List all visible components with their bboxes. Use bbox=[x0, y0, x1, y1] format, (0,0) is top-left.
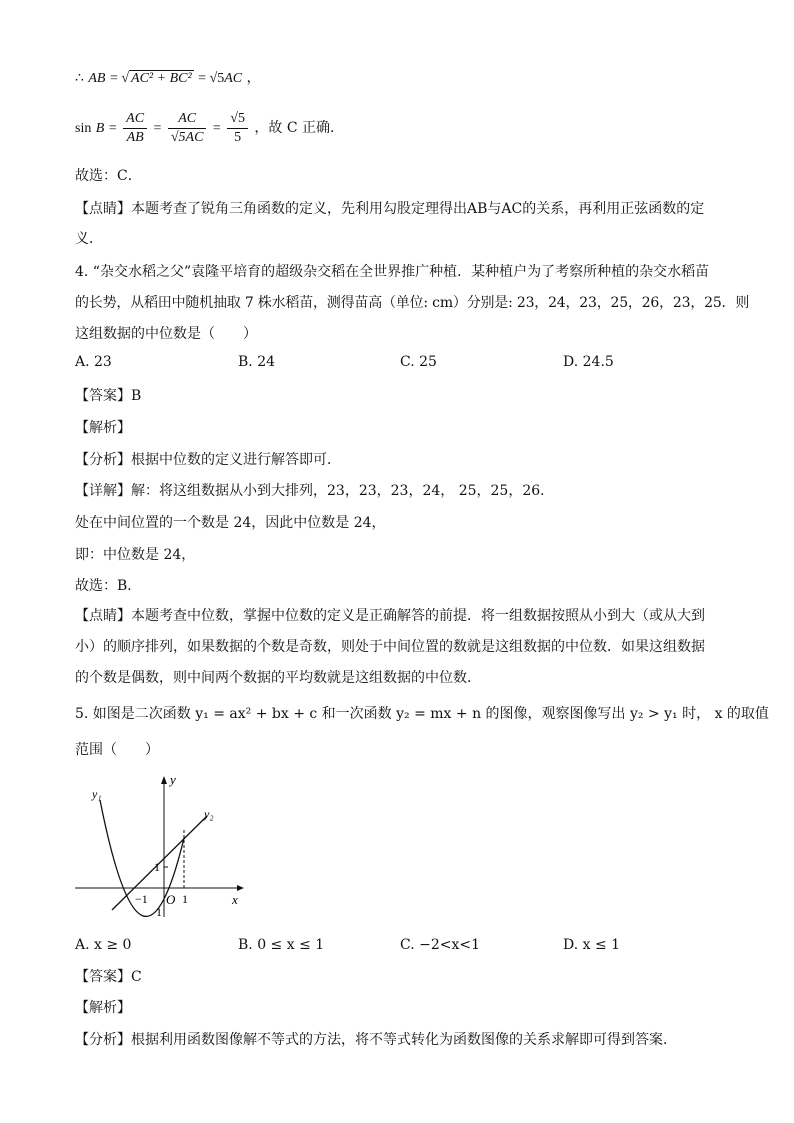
q4-detail-2: 即：中位数是 24， bbox=[75, 547, 196, 563]
q4-stem-2: 的长势，从稻田中随机抽取 7 株水稻苗，测得苗高（单位: cm）分别是: 23，24，23，25，26，23，25．则 bbox=[75, 295, 750, 311]
q4-option-b: B. 24 bbox=[238, 354, 276, 370]
q5-option-c: C. −2<x<1 bbox=[400, 937, 481, 953]
q4-detail-1: 处在中间位置的一个数是 24，因此中位数是 24， bbox=[75, 515, 386, 531]
denominator: AB bbox=[126, 129, 144, 145]
fraction-3 bbox=[227, 110, 248, 147]
angle-b: B bbox=[95, 121, 105, 136]
q4-detail-3: 故选：B． bbox=[75, 578, 142, 594]
numerator: √5 bbox=[227, 110, 248, 129]
q4-option-d: D. 24.5 bbox=[563, 354, 614, 370]
tick-label-1-x: 1 bbox=[182, 892, 188, 906]
tick-label-neg1-y: 1 bbox=[156, 905, 162, 919]
fraction-2 bbox=[168, 110, 207, 147]
equals-sign: = bbox=[153, 121, 162, 136]
q5-stem-1: 5. 如图是二次函数 y₁ = ax² + bx + c 和一次函数 y₂ = mx + n 的图像，观察图像写出 y₂ > y₁ 时， x 的取值 bbox=[75, 706, 769, 722]
origin-label: O bbox=[166, 892, 176, 907]
q5-option-b: B. 0 ≤ x ≤ 1 bbox=[238, 937, 325, 953]
q4-xiangjie: 【详解】解：将这组数据从小到大排列，23，23，23，24， 25，25，26． bbox=[75, 483, 555, 499]
dianjing-line-1: 【点睛】本题考查了锐角三角函数的定义，先利用勾股定理得出AB与AC的关系，再利用正弦函数的定 bbox=[75, 201, 705, 217]
denominator: √5AC bbox=[170, 129, 204, 145]
q5-jiexi: 【解析】 bbox=[75, 1000, 131, 1016]
equals-sign: = bbox=[109, 71, 122, 86]
formula-sinb bbox=[75, 108, 344, 149]
q4-dianjing-3: 的个数是偶数，则中间两个数据的平均数就是这组数据的中位数． bbox=[75, 670, 481, 686]
q4-dianjing-1: 【点睛】本题考查中位数，掌握中位数的定义是正确解答的前提．将一组数据按照从小到大（或从大到 bbox=[75, 608, 705, 624]
formula-ab: ∴ AB = √ AC² + BC² = √5AC ， bbox=[75, 70, 261, 86]
denominator: 5 bbox=[234, 129, 242, 145]
q5-option-d: D. x ≤ 1 bbox=[563, 937, 621, 953]
x-axis-arrow bbox=[237, 885, 244, 891]
q4-option-c: C. 25 bbox=[400, 354, 437, 370]
conclusion-text: ，故 C 正确． bbox=[254, 120, 345, 136]
q4-fenxi: 【分析】根据中位数的定义进行解答即可． bbox=[75, 452, 341, 468]
q5-answer: 【答案】C bbox=[75, 969, 142, 985]
q5-stem-2: 范围（ ） bbox=[75, 742, 159, 758]
formula-ab-var: AB bbox=[88, 71, 106, 86]
numerator: AC bbox=[123, 110, 147, 129]
q4-option-a: A. 23 bbox=[75, 354, 112, 370]
q5-fenxi: 【分析】根据利用函数图像解不等式的方法，将不等式转化为函数图像的关系求解即可得到答案． bbox=[75, 1032, 677, 1048]
sin-label: sin bbox=[75, 121, 92, 136]
formula-ac-var: AC bbox=[224, 71, 243, 86]
numerator: AC bbox=[168, 110, 207, 129]
curve-label-y1: y₁ bbox=[92, 787, 102, 801]
equals-sign: = bbox=[212, 121, 221, 136]
x-axis-label: x bbox=[232, 892, 238, 907]
equals-sqrt5: = √5 bbox=[198, 71, 225, 86]
function-graph bbox=[72, 772, 252, 922]
y-axis-label: y bbox=[170, 772, 176, 787]
tick-label-1-y: 1 bbox=[154, 860, 160, 874]
therefore-symbol: ∴ bbox=[75, 70, 84, 86]
choice-line: 故选：C． bbox=[75, 168, 142, 184]
y-axis-arrow bbox=[161, 776, 167, 784]
tick-label-neg1: −1 bbox=[135, 892, 148, 906]
line-label-y2: y₂ bbox=[204, 807, 214, 821]
q5-option-a: A. x ≥ 0 bbox=[75, 937, 132, 953]
dianjing-line-2: 义． bbox=[75, 231, 103, 247]
q4-stem-1: 4. “杂交水稻之父”袁隆平培育的超级杂交稻在全世界推广种植．某种植户为了考察所种植的杂交水稻苗 bbox=[75, 264, 710, 280]
fraction-1 bbox=[123, 110, 147, 147]
sqrt-content: AC² + BC² bbox=[131, 71, 192, 86]
comma: ， bbox=[246, 70, 261, 86]
q4-jiexi: 【解析】 bbox=[75, 420, 131, 436]
q4-stem-3: 这组数据的中位数是（ ） bbox=[75, 326, 257, 342]
equals-sign: = bbox=[108, 121, 117, 136]
q4-answer: 【答案】B bbox=[75, 388, 142, 404]
q4-dianjing-2: 小）的顺序排列，如果数据的个数是奇数，则处于中间位置的数就是这组数据的中位数．如果这组数据 bbox=[75, 639, 705, 655]
